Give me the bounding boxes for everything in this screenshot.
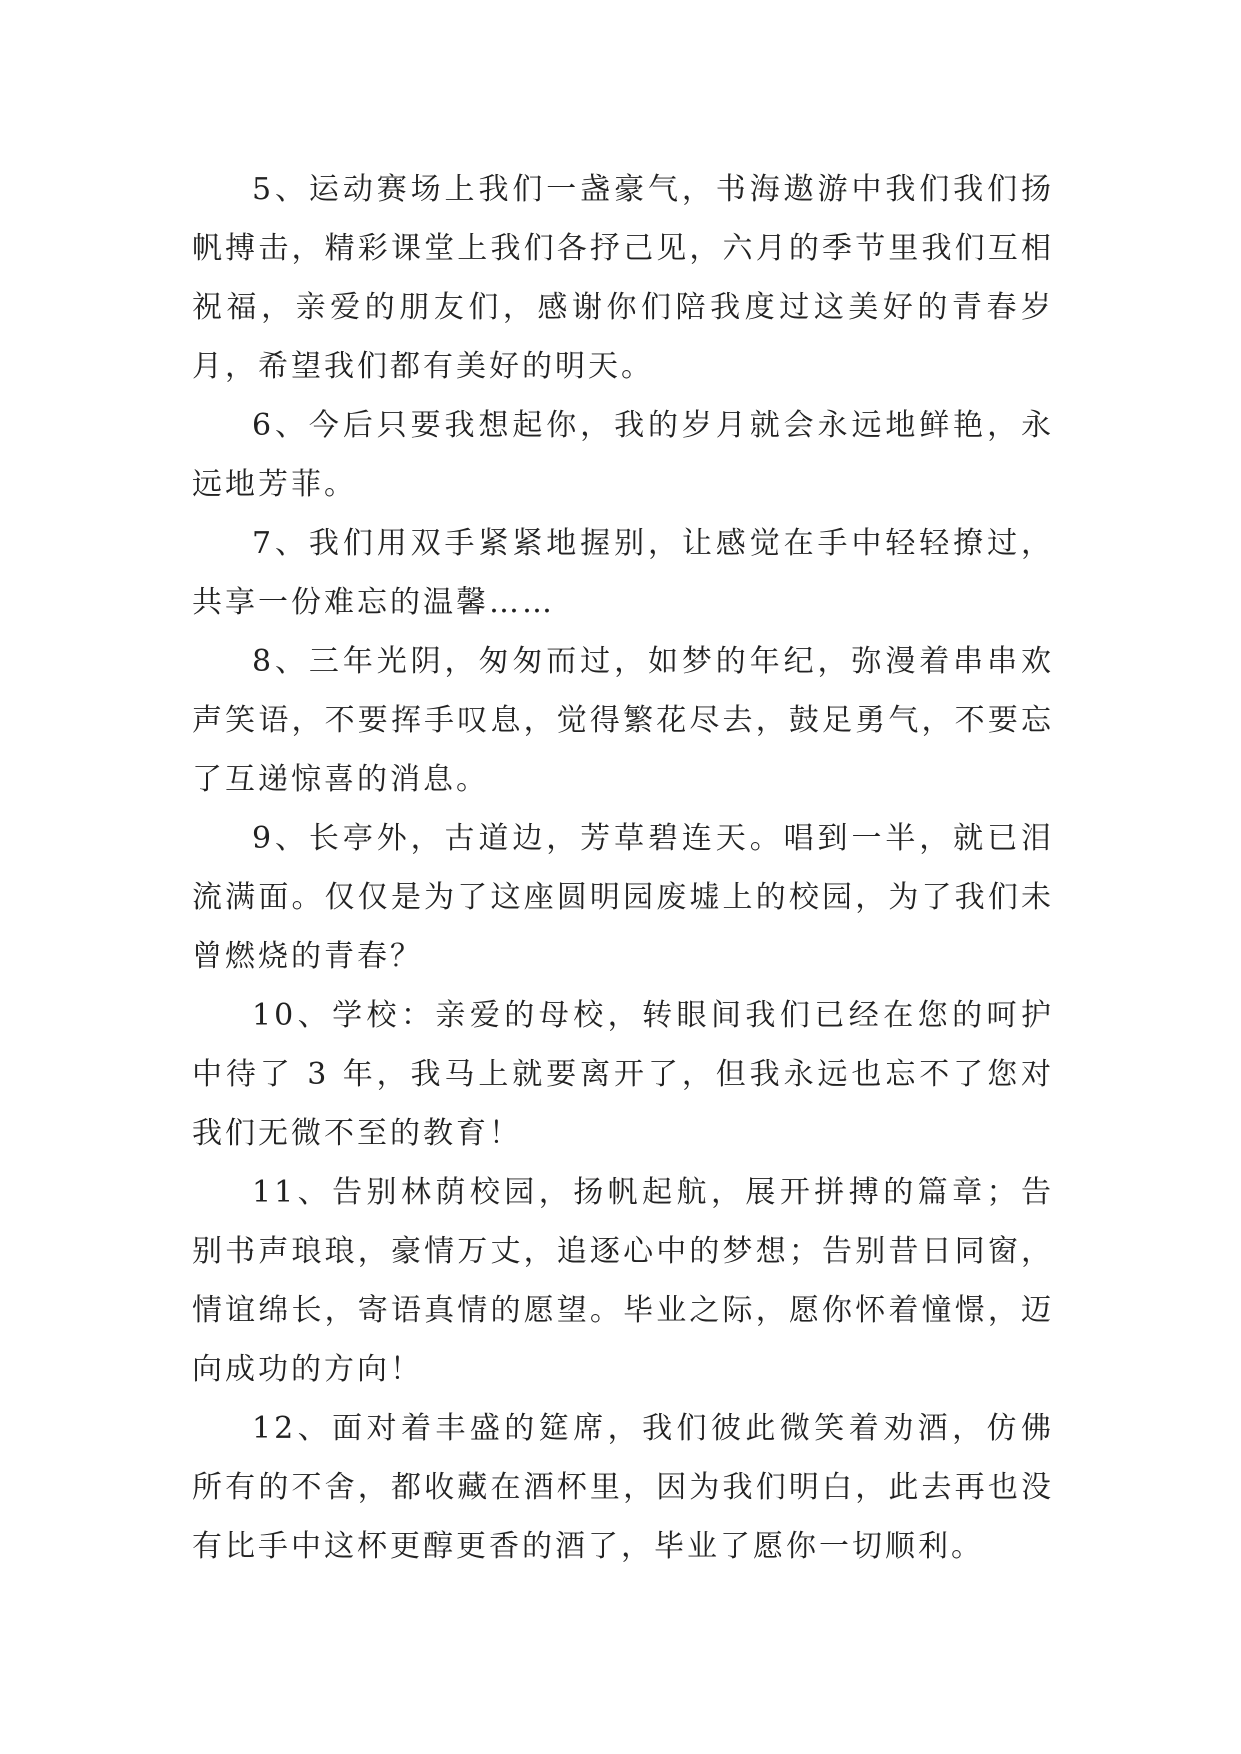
paragraph-7: 7、我们用双手紧紧地握别，让感觉在手中轻轻撩过，共享一份难忘的温馨…… — [192, 526, 1054, 620]
paragraph-5: 5、运动赛场上我们一盏豪气，书海遨游中我们我们扬帆搏击，精彩课堂上我们各抒己见，六月的季节里我们互相祝福，亲爱的朋友们，感谢你们陪我度过这美好的青春岁月，希望我们都有美好的明天。 — [192, 172, 1054, 384]
paragraph-12: 12、面对着丰盛的筵席，我们彼此微笑着劝酒，仿佛所有的不舍，都收藏在酒杯里，因为我们明白，此去再也没有比手中这杯更醇更香的酒了，毕业了愿你一切顺利。 — [192, 1411, 1054, 1564]
paragraph-10: 10、学校：亲爱的母校，转眼间我们已经在您的呵护中待了 3 年，我马上就要离开了，但我永远也忘不了您对我们无微不至的教育！ — [192, 998, 1054, 1151]
paragraph-9: 9、长亭外，古道边，芳草碧连天。唱到一半，就已泪流满面。仅仅是为了这座圆明园废墟上的校园，为了我们未曾燃烧的青春？ — [192, 821, 1054, 974]
document-body — [192, 160, 1054, 1576]
paragraph-8: 8、三年光阴，匆匆而过，如梦的年纪，弥漫着串串欢声笑语，不要挥手叹息，觉得繁花尽去，鼓足勇气，不要忘了互递惊喜的消息。 — [192, 644, 1054, 797]
paragraph-11: 11、告别林荫校园，扬帆起航，展开拼搏的篇章；告别书声琅琅，豪情万丈，追逐心中的梦想；告别昔日同窗，情谊绵长，寄语真情的愿望。毕业之际，愿你怀着憧憬，迈向成功的方向！ — [192, 1175, 1054, 1387]
paragraph-6: 6、今后只要我想起你，我的岁月就会永远地鲜艳，永远地芳菲。 — [192, 408, 1054, 502]
